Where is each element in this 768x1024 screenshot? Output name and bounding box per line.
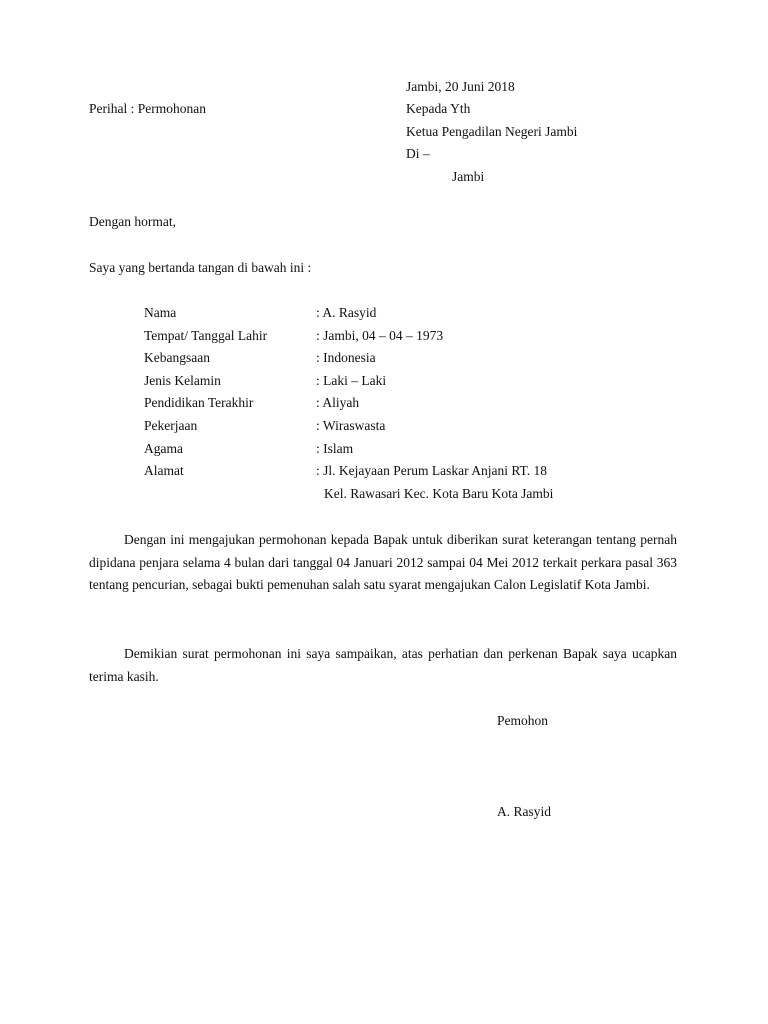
identity-value: : Indonesia (316, 350, 376, 365)
greeting: Dengan hormat, (89, 214, 176, 229)
recipient-line-3: Di – (406, 146, 430, 161)
identity-value: : Islam (316, 441, 354, 456)
identity-label: Pendidikan Terakhir (144, 395, 254, 410)
identity-value: : A. Rasyid (316, 305, 377, 320)
letter-date: Jambi, 20 Juni 2018 (406, 79, 515, 94)
body-paragraph-1: Dengan ini mengajukan permohonan kepada Bapak untuk diberikan surat keterangan tentang pernah dipidana penjara selama 4 bulan dari tanggal 04 Januari 2012 sampai 04 Mei 2012 terkait perkara pasal 363 tentang pencurian, sebagai bukti pemenuhan salah satu syarat mengajukan Calon Legislatif Kota Jambi. (89, 532, 677, 592)
recipient-line-4: Jambi (452, 169, 485, 184)
identity-value: : Aliyah (316, 395, 360, 410)
address-line-2: Kel. Rawasari Kec. Kota Baru Kota Jambi (324, 486, 554, 501)
identity-label: Jenis Kelamin (144, 373, 221, 388)
intro-text: Saya yang bertanda tangan di bawah ini : (89, 260, 312, 275)
identity-value: : Jl. Kejayaan Perum Laskar Anjani RT. 18 (316, 463, 548, 478)
letter-subject: Perihal : Permohonan (89, 101, 206, 116)
signature-name: A. Rasyid (497, 804, 551, 819)
body-paragraph-2: Demikian surat permohonan ini saya sampaikan, atas perhatian dan perkenan Bapak saya ucapkan terima kasih. (89, 646, 677, 684)
identity-value: : Wiraswasta (316, 418, 386, 433)
recipient-line-2: Ketua Pengadilan Negeri Jambi (406, 124, 578, 139)
identity-label: Kebangsaan (144, 350, 210, 365)
signature-role: Pemohon (497, 713, 549, 728)
identity-value: : Jambi, 04 – 04 – 1973 (316, 328, 444, 343)
recipient-line-1: Kepada Yth (406, 101, 471, 116)
identity-label: Alamat (144, 463, 184, 478)
identity-label: Agama (144, 441, 183, 456)
identity-value: : Laki – Laki (316, 373, 387, 388)
identity-label: Pekerjaan (144, 418, 198, 433)
identity-label: Tempat/ Tanggal Lahir (144, 328, 268, 343)
identity-label: Nama (144, 305, 177, 320)
